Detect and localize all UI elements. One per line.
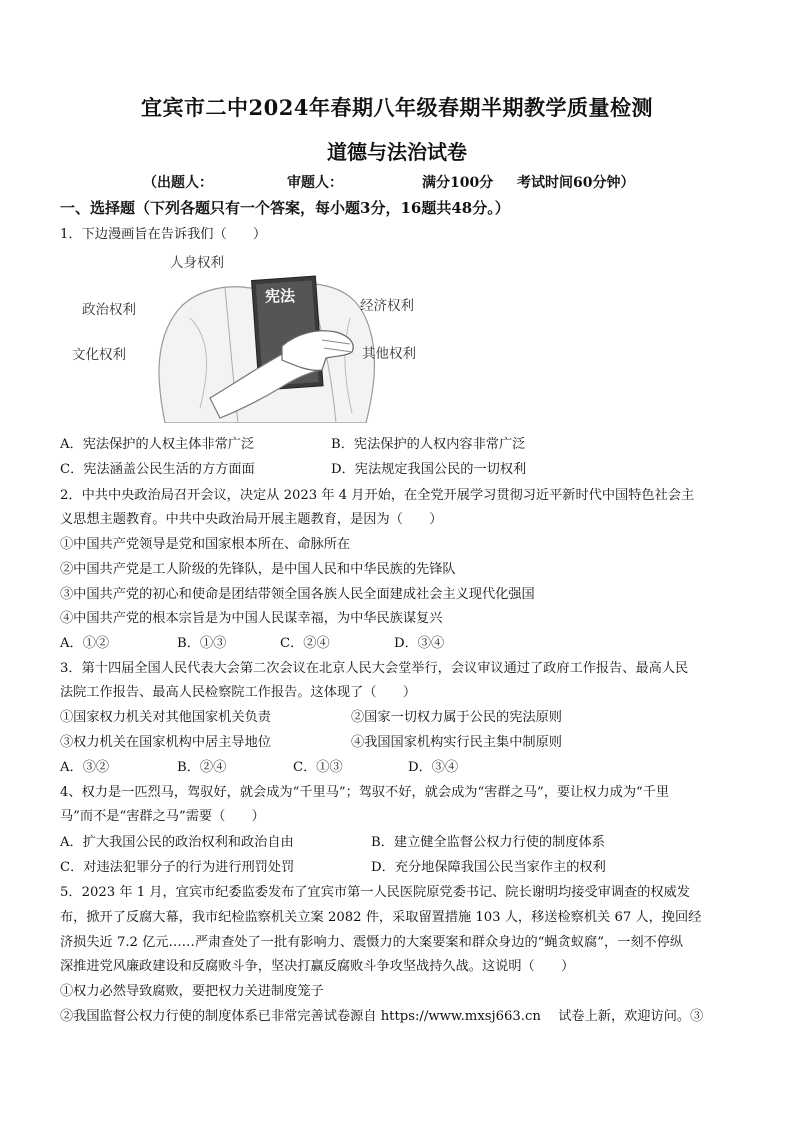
section-heading: 一、选择题（下列各题只有一个答案，每小题3分，16题共48分。）	[60, 199, 510, 217]
q2-option-b: B．①③	[177, 636, 227, 651]
q4-option-d: D．充分地保障我国公民当家作主的权利	[371, 860, 606, 875]
q3-statement-1: ①国家权力机关对其他国家机关负责	[60, 710, 271, 725]
q3-statement-3: ③权力机关在国家机构中居主导地位	[60, 735, 271, 750]
score-label: 满分100分	[422, 175, 494, 191]
label-other-rights: 其他权利	[362, 346, 416, 362]
q5-line-1: 5．2023 年 1 月，宜宾市纪委监委发布了宜宾市第一人民医院原党委书记、院长谢明均接受审调查的权威发	[60, 885, 690, 900]
label-political-rights: 政治权利	[82, 302, 136, 318]
label-personal-rights: 人身权利	[170, 255, 224, 271]
time-label: 考试时间60分钟）	[517, 175, 635, 191]
q5-statement-2: ②我国监督公权力行使的制度体系已非常完善试卷源自 https://www.mxsj663.cn 试卷上新，欢迎访问。③	[60, 1009, 704, 1024]
setter-label: （出题人：	[143, 175, 213, 191]
exam-title: 宜宾市二中2024年春期八年级春期半期教学质量检测	[141, 95, 653, 120]
q4-line-2: 马”而不是“害群之马”需要（ ）	[60, 809, 265, 824]
q4-line-1: 4、权力是一匹烈马，驾驭好，就会成为“千里马”；驾驭不好，就会成为“害群之马”，要让权力成为“千里	[60, 785, 670, 800]
q2-option-a: A．①②	[60, 636, 110, 651]
q1-stem: 1．下边漫画旨在告诉我们（ ）	[60, 227, 267, 242]
q3-option-d: D．③④	[408, 760, 459, 775]
q2-statement-3: ③中国共产党的初心和使命是团结带领全国各族人民全面建成社会主义现代化强国	[60, 587, 535, 602]
q1-option-c: C．宪法涵盖公民生活的方方面面	[60, 462, 255, 477]
q5-statement-1: ①权力必然导致腐败，要把权力关进制度笼子	[60, 984, 324, 999]
q3-statement-2: ②国家一切权力属于公民的宪法原则	[351, 710, 562, 725]
q1-option-b: B．宪法保护的人权内容非常广泛	[331, 437, 526, 452]
book-title: 宪法	[265, 287, 296, 305]
label-cultural-rights: 文化权利	[72, 347, 126, 363]
q3-option-a: A．③②	[60, 760, 110, 775]
q2-option-c: C．②④	[280, 636, 330, 651]
q2-statement-2: ②中国共产党是工人阶级的先锋队，是中国人民和中华民族的先锋队	[60, 562, 456, 577]
q1-option-d: D．宪法规定我国公民的一切权利	[331, 462, 527, 477]
q3-option-b: B．②④	[177, 760, 227, 775]
q1-option-a: A．宪法保护的人权主体非常广泛	[60, 437, 255, 452]
constitution-cartoon	[60, 248, 460, 423]
q4-option-a: A．扩大我国公民的政治权利和政治自由	[60, 835, 294, 850]
q3-line-2: 法院工作报告、最高人民检察院工作报告。这体现了（ ）	[60, 685, 417, 700]
exam-subtitle: 道德与法治试卷	[327, 140, 467, 164]
q2-line-1: 2．中共中央政治局召开会议，决定从 2023 年 4 月开始，在全党开展学习贯彻习近平新时代中国特色社会主	[60, 488, 695, 503]
q4-option-c: C．对违法犯罪分子的行为进行刑罚处罚	[60, 860, 295, 875]
label-economic-rights: 经济权利	[360, 298, 414, 314]
q2-option-d: D．③④	[394, 636, 445, 651]
cartoon-illustration	[60, 248, 460, 423]
q3-statement-4: ④我国国家机构实行民主集中制原则	[351, 735, 562, 750]
q5-line-3: 济损失近 7.2 亿元……严肃查处了一批有影响力、震慑力的大案要案和群众身边的“蝇贪蚁腐”，一刻不停纵	[60, 935, 684, 950]
q5-line-4: 深推进党风廉政建设和反腐败斗争，坚决打赢反腐败斗争攻坚战持久战。这说明（ ）	[60, 959, 575, 974]
q2-statement-4: ④中国共产党的根本宗旨是为中国人民谋幸福，为中华民族谋复兴	[60, 611, 443, 626]
q2-line-2: 义思想主题教育。中共中央政治局开展主题教育，是因为（ ）	[60, 512, 443, 527]
q2-statement-1: ①中国共产党领导是党和国家根本所在、命脉所在	[60, 537, 351, 552]
q3-line-1: 3．第十四届全国人民代表大会第二次会议在北京人民大会堂举行，会议审议通过了政府工作报告、最高人民	[60, 661, 689, 676]
q4-option-b: B．建立健全监督公权力行使的制度体系	[371, 835, 605, 850]
q3-option-c: C．①③	[293, 760, 343, 775]
q5-line-2: 布，掀开了反腐大幕，我市纪检监察机关立案 2082 件，采取留置措施 103 人，移送检察机关 67 人，挽回经	[60, 910, 702, 925]
reviewer-label: 审题人：	[287, 175, 343, 191]
